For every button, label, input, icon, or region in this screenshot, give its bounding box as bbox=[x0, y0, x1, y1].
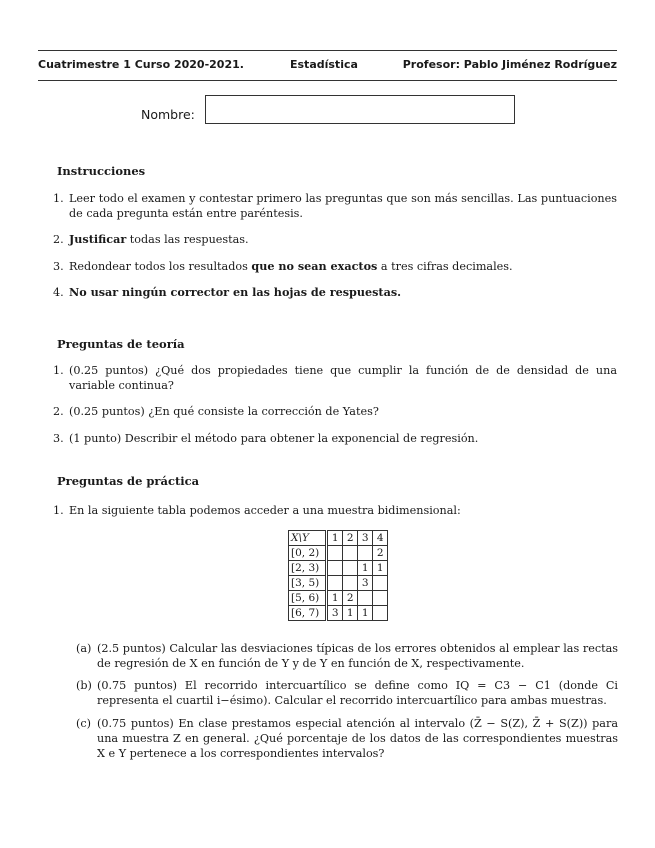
table-cell bbox=[327, 576, 343, 591]
table-cell: 1 bbox=[343, 606, 358, 621]
table-cell bbox=[358, 591, 373, 606]
table-row-label: [5, 6) bbox=[289, 591, 327, 606]
table-cell bbox=[343, 546, 358, 561]
bivariate-table bbox=[288, 530, 388, 621]
professor-name: Profesor: Pablo Jiménez Rodríguez bbox=[402, 58, 617, 71]
subject-name: Estadística bbox=[290, 58, 358, 71]
table-row bbox=[289, 576, 388, 591]
table-header-row bbox=[289, 531, 388, 546]
header-top-rule bbox=[38, 50, 617, 51]
table-col-header: 1 bbox=[327, 531, 343, 546]
table-cell bbox=[373, 606, 388, 621]
name-input-box[interactable] bbox=[205, 95, 515, 124]
table-row bbox=[289, 606, 388, 621]
table-col-header: 2 bbox=[343, 531, 358, 546]
table-cell bbox=[373, 591, 388, 606]
table-cell bbox=[343, 561, 358, 576]
theory-title: Preguntas de teoría bbox=[57, 337, 185, 351]
table-cell bbox=[343, 576, 358, 591]
table-cell: 1 bbox=[358, 561, 373, 576]
table-cell bbox=[373, 576, 388, 591]
table-cell: 1 bbox=[358, 606, 373, 621]
header-bottom-rule bbox=[38, 80, 617, 81]
course-info: Cuatrimestre 1 Curso 2020-2021. bbox=[38, 58, 244, 71]
name-label: Nombre: bbox=[141, 107, 195, 122]
table-cell: 1 bbox=[327, 591, 343, 606]
table-col-header: 3 bbox=[358, 531, 373, 546]
table-row-label: [0, 2) bbox=[289, 546, 327, 561]
table-cell: 2 bbox=[373, 546, 388, 561]
table-corner: X\Y bbox=[289, 531, 327, 546]
table-cell bbox=[358, 546, 373, 561]
table-cell bbox=[327, 546, 343, 561]
table-row bbox=[289, 561, 388, 576]
table-row-label: [3, 5) bbox=[289, 576, 327, 591]
table-cell: 1 bbox=[373, 561, 388, 576]
table-cell bbox=[327, 561, 343, 576]
table-cell: 3 bbox=[358, 576, 373, 591]
table-row bbox=[289, 591, 388, 606]
table-cell: 2 bbox=[343, 591, 358, 606]
practice-title: Preguntas de práctica bbox=[57, 474, 200, 488]
table-cell: 3 bbox=[327, 606, 343, 621]
table-col-header: 4 bbox=[373, 531, 388, 546]
table-row-label: [2, 3) bbox=[289, 561, 327, 576]
table-row-label: [6, 7) bbox=[289, 606, 327, 621]
table-row bbox=[289, 546, 388, 561]
instructions-title: Instrucciones bbox=[57, 164, 146, 178]
